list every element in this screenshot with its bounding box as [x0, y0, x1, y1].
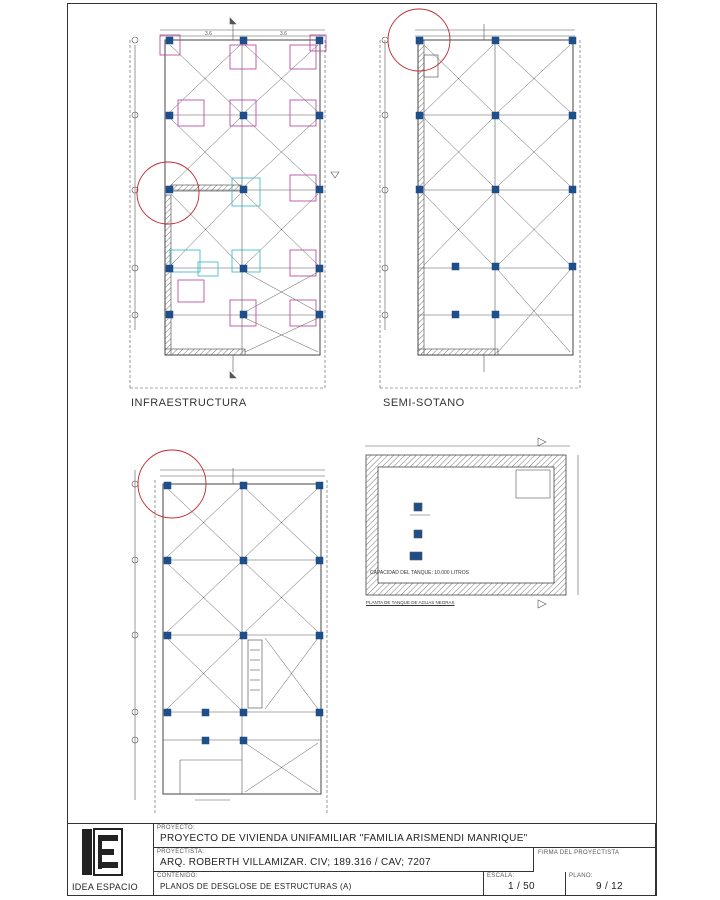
plan-tanque: [365, 438, 578, 608]
columns-semi: [416, 37, 576, 318]
infra-plan-title: INFRAESTRUCTURA: [131, 397, 247, 409]
logo-box: [68, 824, 154, 896]
project-name: PROYECTO DE VIVIENDA UNIFAMILIAR "FAMILIA ARISMENDI MANRIQUE": [160, 833, 528, 844]
logo-text: IDEA ESPACIO: [72, 882, 138, 892]
svg-text:3.6: 3.6: [280, 31, 287, 37]
plan-infraestructura: [130, 18, 339, 388]
project-caption: PROYECTO:: [157, 825, 195, 831]
columns-third: [164, 482, 323, 744]
tank-plan-caption: PLANTA DE TANQUE DE AGUAS NEGRAS: [366, 600, 455, 605]
content-description: PLANOS DE DESGLOSE DE ESTRUCTURAS (A): [160, 882, 352, 891]
content-cell: [154, 872, 484, 896]
owner-caption: PROYECTISTA:: [157, 849, 205, 855]
project-cell: [154, 824, 656, 848]
signature-caption: FIRMA DEL PROYECTISTA: [538, 850, 620, 856]
footings-infra: [160, 35, 326, 326]
svg-text:3.6: 3.6: [205, 31, 212, 37]
sheet-cell: [566, 872, 656, 896]
scale-caption: ESCALA:: [487, 873, 515, 879]
scale-cell: [484, 872, 566, 896]
owner-name: ARQ. ROBERTH VILLAMIZAR. CIV; 189.316 / CAV; 7207: [160, 857, 431, 868]
content-caption: CONTENIDO:: [157, 873, 198, 879]
plan-semi-sotano: [380, 24, 580, 388]
plan-third-level: [132, 468, 327, 815]
sheet-number: 9 / 12: [596, 881, 623, 892]
sheet-caption: PLANO:: [569, 873, 593, 879]
semi-sotano-plan-title: SEMI-SOTANO: [383, 397, 465, 409]
owner-cell: [154, 848, 534, 872]
tank-capacity-note: CAPACIDAD DEL TANQUE: 10.000 LITROS: [370, 570, 470, 576]
title-block: [68, 823, 656, 895]
scale-value: 1 / 50: [508, 881, 535, 892]
